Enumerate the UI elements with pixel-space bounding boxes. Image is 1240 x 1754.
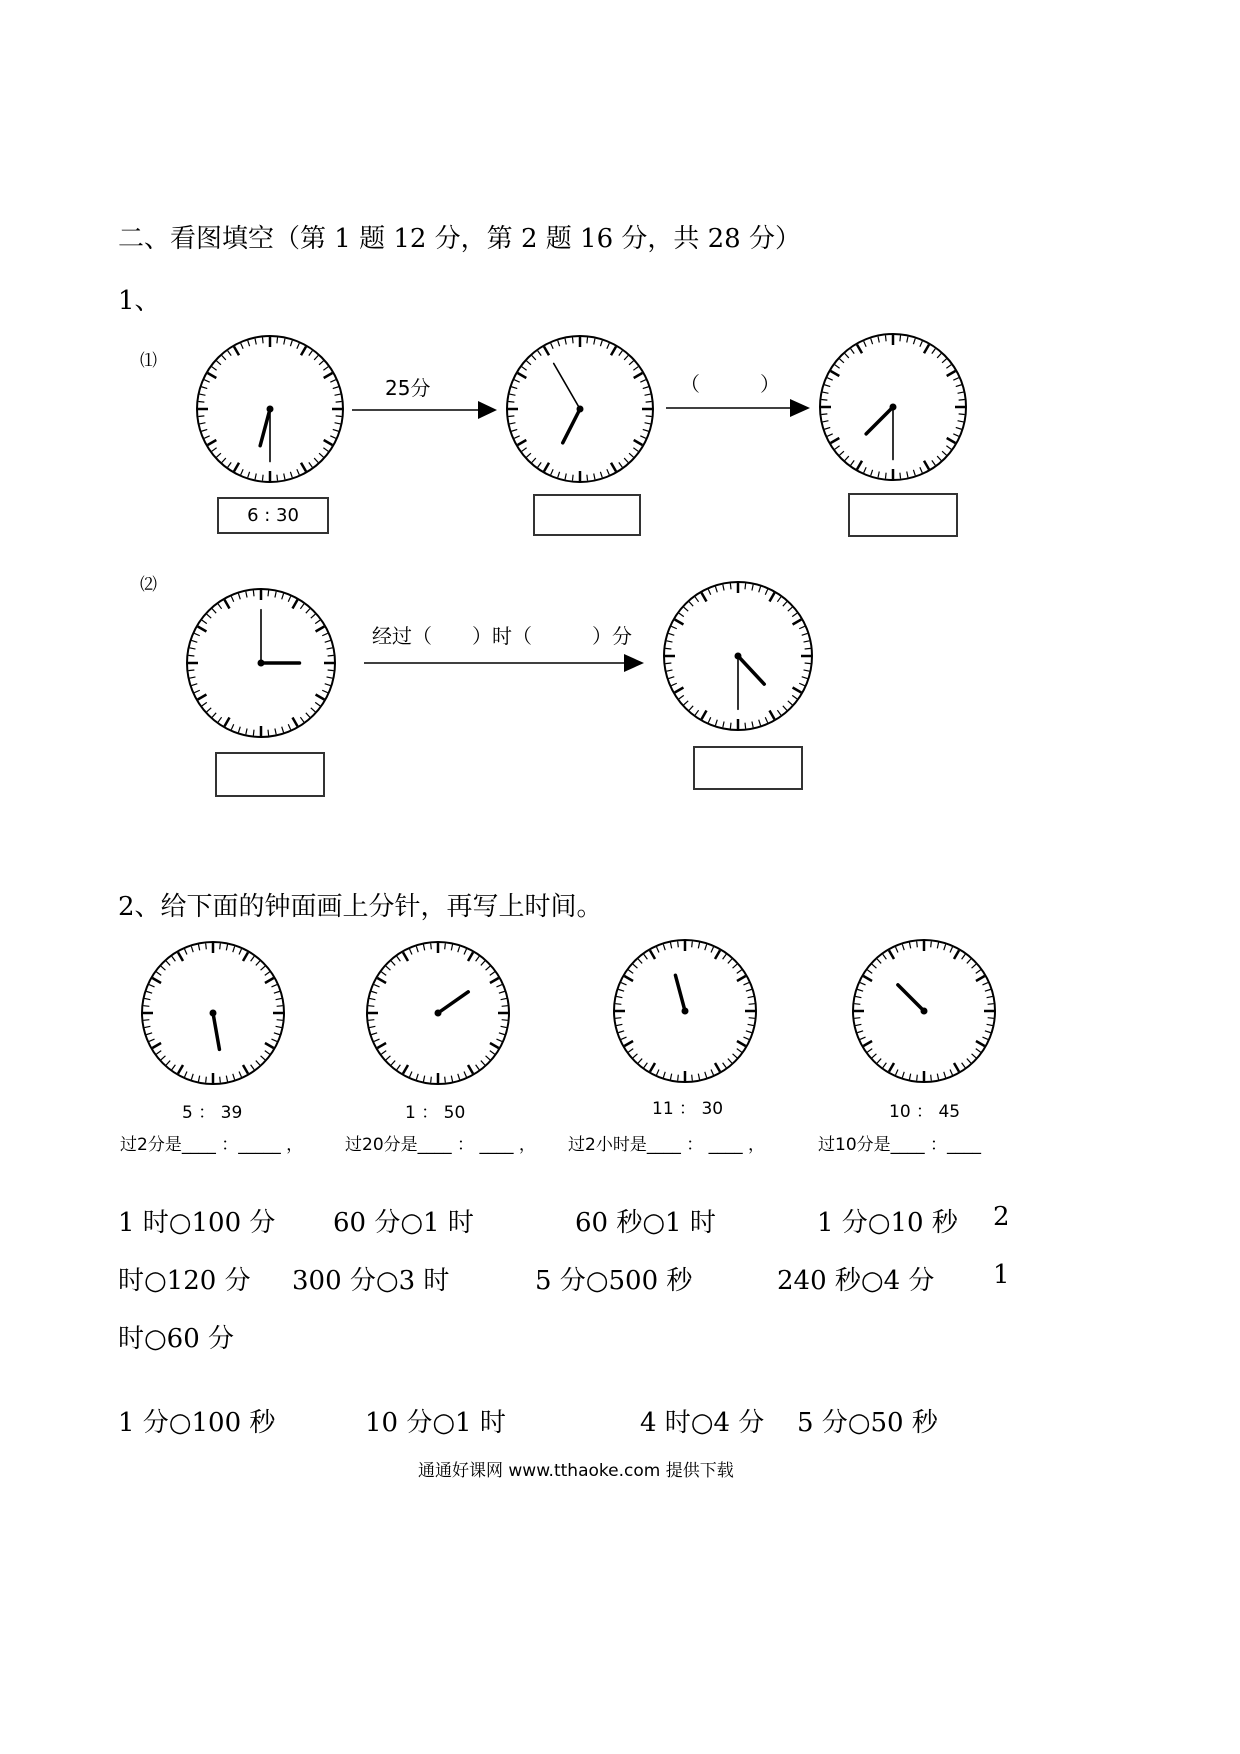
clock-tick — [198, 416, 204, 417]
clock-tick — [431, 943, 432, 949]
clock-tick — [502, 1020, 508, 1021]
compare-item: 1 — [993, 1260, 1010, 1290]
answer-box-2-1[interactable] — [215, 752, 325, 797]
part-2-label: ⑵ — [140, 575, 157, 595]
clock-tick — [198, 401, 204, 402]
clock-tick — [917, 1075, 918, 1081]
clock-tick — [268, 590, 269, 596]
question-1-label: 1、 — [118, 286, 161, 316]
compare-item[interactable]: 4 时○4 分 — [640, 1408, 765, 1438]
clock-tick — [268, 730, 269, 736]
footer: 通通好课网 www.tthaoke.com 提供下载 — [418, 1461, 734, 1481]
clock-tick — [445, 943, 446, 949]
clock-1-3 — [818, 332, 968, 482]
clock-tick — [678, 1075, 679, 1081]
clock-tick — [277, 337, 278, 343]
arrow-3-label: 经过（ ）时（ ）分 — [372, 624, 632, 648]
clock-tick — [262, 475, 263, 481]
clock-tick — [188, 670, 194, 671]
part-1-label: ⑴ — [140, 351, 157, 371]
clock-tick — [431, 1077, 432, 1083]
clock-tick — [745, 723, 746, 729]
compare-item[interactable]: 5 分○50 秒 — [797, 1408, 938, 1438]
clock-tick — [665, 663, 671, 664]
clock-center — [267, 406, 274, 413]
clock-tick — [336, 401, 342, 402]
clock-center — [435, 1010, 442, 1017]
clock-tick — [749, 1018, 755, 1019]
clock-q2-2-time: 1 ： 50 — [405, 1103, 466, 1123]
compare-item[interactable]: 60 分○1 时 — [333, 1208, 474, 1238]
clock-tick — [502, 1006, 508, 1007]
clock-tick — [615, 1018, 621, 1019]
clock-tick — [988, 1004, 994, 1005]
clock-tick — [885, 473, 886, 479]
clock-q2-3-time: 11 ： 30 — [652, 1099, 724, 1119]
clock-tick — [646, 416, 652, 417]
clock-center — [258, 660, 265, 667]
clock-tick — [805, 648, 811, 649]
arrow-2-label: （ ） — [680, 372, 780, 396]
answer-box-2-2[interactable] — [693, 746, 803, 790]
clock-tick — [821, 399, 827, 400]
clock-tick — [328, 655, 334, 656]
clock-tick — [692, 941, 693, 947]
clock-tick — [885, 335, 886, 341]
section-title: 二、看图填空（第 1 题 12 分，第 2 题 16 分，共 28 分） — [118, 224, 801, 254]
clock-q2-4 — [851, 938, 997, 1084]
compare-item[interactable]: 240 秒○4 分 — [777, 1266, 935, 1296]
clock-2-2 — [662, 580, 814, 732]
clock-center — [577, 406, 584, 413]
compare-item: 2 — [993, 1202, 1010, 1232]
clock-tick — [206, 943, 207, 949]
clock-tick — [615, 1004, 621, 1005]
clock-tick — [900, 473, 901, 479]
clock-tick — [749, 1004, 755, 1005]
clock-tick — [206, 1077, 207, 1083]
clock-tick — [745, 583, 746, 589]
compare-item[interactable]: 300 分○3 时 — [292, 1266, 450, 1296]
compare-item[interactable]: 5 分○500 秒 — [535, 1266, 693, 1296]
arrow-1-label: 25分 — [385, 376, 431, 400]
clock-tick — [188, 655, 194, 656]
clock-tick — [730, 723, 731, 729]
compare-item[interactable]: 1 分○100 秒 — [118, 1408, 276, 1438]
clock-tick — [959, 414, 965, 415]
clock-tick — [262, 337, 263, 343]
clock-tick — [665, 648, 671, 649]
clock-tick — [678, 941, 679, 947]
clock-tick — [277, 1020, 283, 1021]
clock-q2-3 — [612, 938, 758, 1084]
question-2-title: 2、给下面的钟面画上分针，再写上时间。 — [118, 892, 603, 922]
clock-tick — [368, 1020, 374, 1021]
clock-tick — [253, 730, 254, 736]
clock-tick — [253, 590, 254, 596]
compare-item[interactable]: 1 分○10 秒 — [817, 1208, 958, 1238]
compare-item[interactable]: 1 时○100 分 — [118, 1208, 276, 1238]
arrow-1 — [352, 398, 497, 422]
clock-tick — [445, 1077, 446, 1083]
clock-q2-2-question[interactable]: 过20分是____ ： ____ ， — [345, 1135, 536, 1155]
clock-center — [682, 1008, 689, 1015]
clock-tick — [143, 1020, 149, 1021]
clock-tick — [368, 1006, 374, 1007]
clock-q2-1-question[interactable]: 过2分是____ ：_____ ， — [120, 1135, 304, 1155]
clock-tick — [692, 1075, 693, 1081]
clock-tick — [900, 335, 901, 341]
clock-q2-1 — [140, 940, 286, 1086]
clock-2-1 — [185, 587, 337, 739]
clock-tick — [821, 414, 827, 415]
compare-item[interactable]: 时○120 分 — [118, 1266, 251, 1296]
clock-center — [921, 1008, 928, 1015]
clock-tick — [587, 475, 588, 481]
clock-center — [890, 404, 897, 411]
compare-item[interactable]: 60 秒○1 时 — [575, 1208, 716, 1238]
arrow-3 — [364, 651, 644, 675]
clock-1-2 — [505, 334, 655, 484]
clock-q2-1-time: 5 ： 39 — [182, 1103, 243, 1123]
clock-q2-2 — [365, 940, 511, 1086]
clock-center — [210, 1010, 217, 1017]
clock-tick — [931, 1075, 932, 1081]
clock-tick — [587, 337, 588, 343]
clock-tick — [730, 583, 731, 589]
compare-item[interactable]: 时○60 分 — [118, 1324, 235, 1354]
clock-tick — [572, 337, 573, 343]
clock-tick — [917, 941, 918, 947]
clock-tick — [931, 941, 932, 947]
clock-tick — [572, 475, 573, 481]
clock-tick — [646, 401, 652, 402]
clock-tick — [854, 1004, 860, 1005]
clock-tick — [805, 663, 811, 664]
arrow-2 — [666, 396, 810, 420]
clock-tick — [854, 1018, 860, 1019]
clock-tick — [277, 475, 278, 481]
clock-tick — [508, 401, 514, 402]
clock-tick — [220, 1077, 221, 1083]
clock-tick — [508, 416, 514, 417]
clock-tick — [277, 1006, 283, 1007]
clock-tick — [328, 670, 334, 671]
clock-tick — [336, 416, 342, 417]
answer-box-1-3[interactable] — [848, 493, 958, 537]
clock-center — [735, 653, 742, 660]
clock-tick — [988, 1018, 994, 1019]
clock-1-1 — [195, 334, 345, 484]
time-box-1 — [217, 497, 329, 534]
compare-item[interactable]: 10 分○1 时 — [365, 1408, 506, 1438]
clock-tick — [143, 1006, 149, 1007]
clock-tick — [959, 399, 965, 400]
clock-q2-4-question[interactable]: 过10分是____ ：____ — [818, 1135, 982, 1155]
time-box-1-text: 6 : 30 — [247, 505, 299, 526]
clock-tick — [220, 943, 221, 949]
answer-box-1-2[interactable] — [533, 494, 641, 536]
clock-q2-3-question[interactable]: 过2小时是____ ： ____ ， — [568, 1135, 766, 1155]
clock-q2-4-time: 10 ： 45 — [889, 1102, 961, 1122]
